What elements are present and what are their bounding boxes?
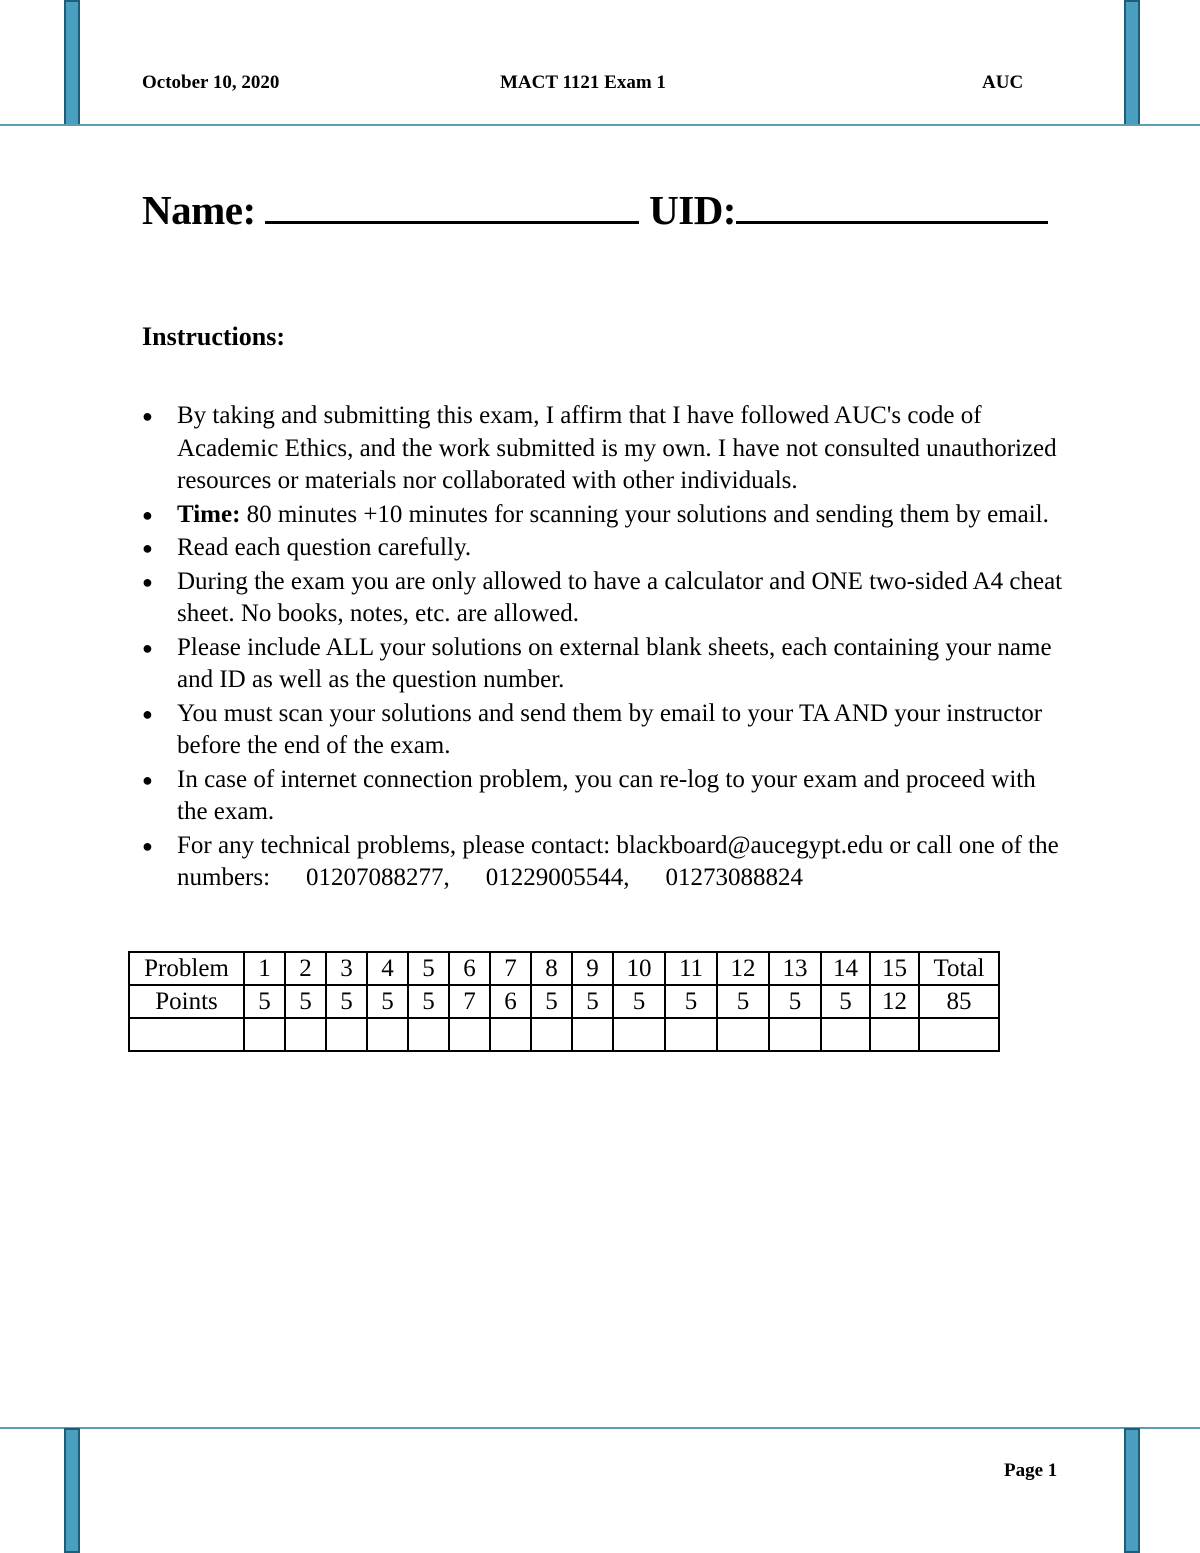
bullet-icon: ● — [142, 835, 153, 856]
header-institution: AUC — [982, 72, 1024, 93]
top-left-bar — [64, 0, 80, 126]
table-cell: 9 — [572, 952, 613, 985]
table-row — [129, 1018, 999, 1051]
list-item: ● By taking and submitting this exam, I affirm that I have followed AUC's code of Academic Ethics, and the work submitted is my own. I have not consulted unauthorized resources or materials nor collaborated with other individuals. — [142, 402, 1057, 494]
score-entry-cell — [821, 1018, 870, 1051]
list-item: ● During the exam you are only allowed to have a calculator and ONE two-sided A4 cheat sheet. No books, notes, etc. are allowed. — [142, 567, 1063, 627]
page-number: Page 1 — [1004, 1460, 1058, 1481]
table-cell: 5 — [285, 985, 326, 1018]
table-cell: 13 — [769, 952, 821, 985]
name-label: Name: — [142, 187, 256, 233]
table-cell: 1 — [244, 952, 285, 985]
header-date: October 10, 2020 — [142, 72, 280, 93]
table-cell: 5 — [244, 985, 285, 1018]
table-cell: 7 — [490, 952, 531, 985]
list-item: ● You must scan your solutions and send them by email to your TA AND your instructor before the end of the exam. — [142, 699, 1043, 759]
table-cell: 5 — [821, 985, 870, 1018]
score-table — [128, 951, 1000, 1052]
table-cell: 5 — [769, 985, 821, 1018]
list-item: ● Please include ALL your solutions on external blank sheets, each containing your name and ID as well as the question number. — [142, 633, 1052, 693]
table-cell: 8 — [531, 952, 572, 985]
bullet-icon: ● — [142, 406, 153, 426]
score-entry-cell — [244, 1018, 285, 1051]
bottom-left-bar — [64, 1428, 80, 1553]
table-cell: 2 — [285, 952, 326, 985]
phone-number: 01229005544, — [485, 864, 630, 891]
score-entry-cell — [919, 1018, 999, 1051]
score-entry-cell — [665, 1018, 717, 1051]
score-entry-cell — [531, 1018, 572, 1051]
phone-numbers — [270, 864, 803, 891]
score-entry-cell — [367, 1018, 408, 1051]
table-cell: 5 — [408, 985, 449, 1018]
score-entry-cell — [572, 1018, 613, 1051]
time-text: 80 minutes +10 minutes for scanning your solutions and sending them by email. — [246, 500, 1049, 528]
table-cell: 15 — [870, 952, 919, 985]
table-row — [129, 952, 999, 985]
header-course: MACT 1121 Exam 1 — [500, 72, 666, 93]
table-cell: 12 — [870, 985, 919, 1018]
time-label: Time: — [177, 500, 241, 528]
table-cell: 5 — [326, 985, 367, 1018]
bullet-icon: ● — [142, 504, 153, 525]
top-right-bar — [1124, 0, 1140, 126]
uid-label: UID: — [649, 187, 736, 233]
table-cell: Problem — [129, 952, 244, 985]
table-cell: 3 — [326, 952, 367, 985]
score-entry-cell — [769, 1018, 821, 1051]
table-cell: 6 — [490, 985, 531, 1018]
name-blank — [265, 191, 639, 224]
table-cell: 14 — [821, 952, 870, 985]
score-entry-cell — [870, 1018, 919, 1051]
phone-number: 01207088277, — [306, 864, 450, 891]
table-row — [129, 985, 999, 1018]
table-cell: 10 — [613, 952, 665, 985]
bullet-icon: ● — [142, 571, 153, 592]
table-cell: 11 — [665, 952, 717, 985]
score-entry-cell — [490, 1018, 531, 1051]
bullet-icon: ● — [142, 703, 153, 724]
table-cell: 7 — [449, 985, 490, 1018]
score-entry-cell — [449, 1018, 490, 1051]
table-cell: 5 — [717, 985, 769, 1018]
table-cell: 5 — [531, 985, 572, 1018]
table-cell: 5 — [408, 952, 449, 985]
score-entry-cell — [717, 1018, 769, 1051]
score-entry-cell — [129, 1018, 244, 1051]
list-item: ● In case of internet connection problem, you can re-log to your exam and proceed with the exam. — [142, 765, 1036, 825]
bullet-icon: ● — [142, 769, 153, 790]
list-item: ● Read each question carefully. — [142, 532, 1072, 565]
score-entry-cell — [408, 1018, 449, 1051]
list-item: ● For any technical problems, please contact: blackboard@aucegypt.edu or call one of the numbers: 01207088277, 01229005544, 01273088824 — [142, 830, 1072, 895]
list-item — [142, 499, 1072, 532]
score-entry-cell — [285, 1018, 326, 1051]
table-cell: Points — [129, 985, 244, 1018]
table-cell: 5 — [665, 985, 717, 1018]
table-cell: 4 — [367, 952, 408, 985]
score-entry-cell — [613, 1018, 665, 1051]
table-cell: 6 — [449, 952, 490, 985]
instructions-list — [142, 400, 1072, 896]
instructions-heading: Instructions: — [142, 322, 286, 351]
bullet-icon: ● — [142, 538, 153, 558]
table-cell: 5 — [572, 985, 613, 1018]
table-cell: 85 — [919, 985, 999, 1018]
name-uid-line — [142, 186, 1048, 234]
phone-number: 01273088824 — [665, 864, 804, 891]
table-cell: Total — [919, 952, 999, 985]
uid-blank — [736, 191, 1048, 224]
table-cell: 12 — [717, 952, 769, 985]
table-cell: 5 — [367, 985, 408, 1018]
bottom-right-bar — [1124, 1428, 1140, 1553]
header-rule — [0, 124, 1200, 126]
bullet-icon: ● — [142, 637, 153, 658]
score-entry-cell — [326, 1018, 367, 1051]
footer-rule — [0, 1427, 1200, 1429]
table-cell: 5 — [613, 985, 665, 1018]
